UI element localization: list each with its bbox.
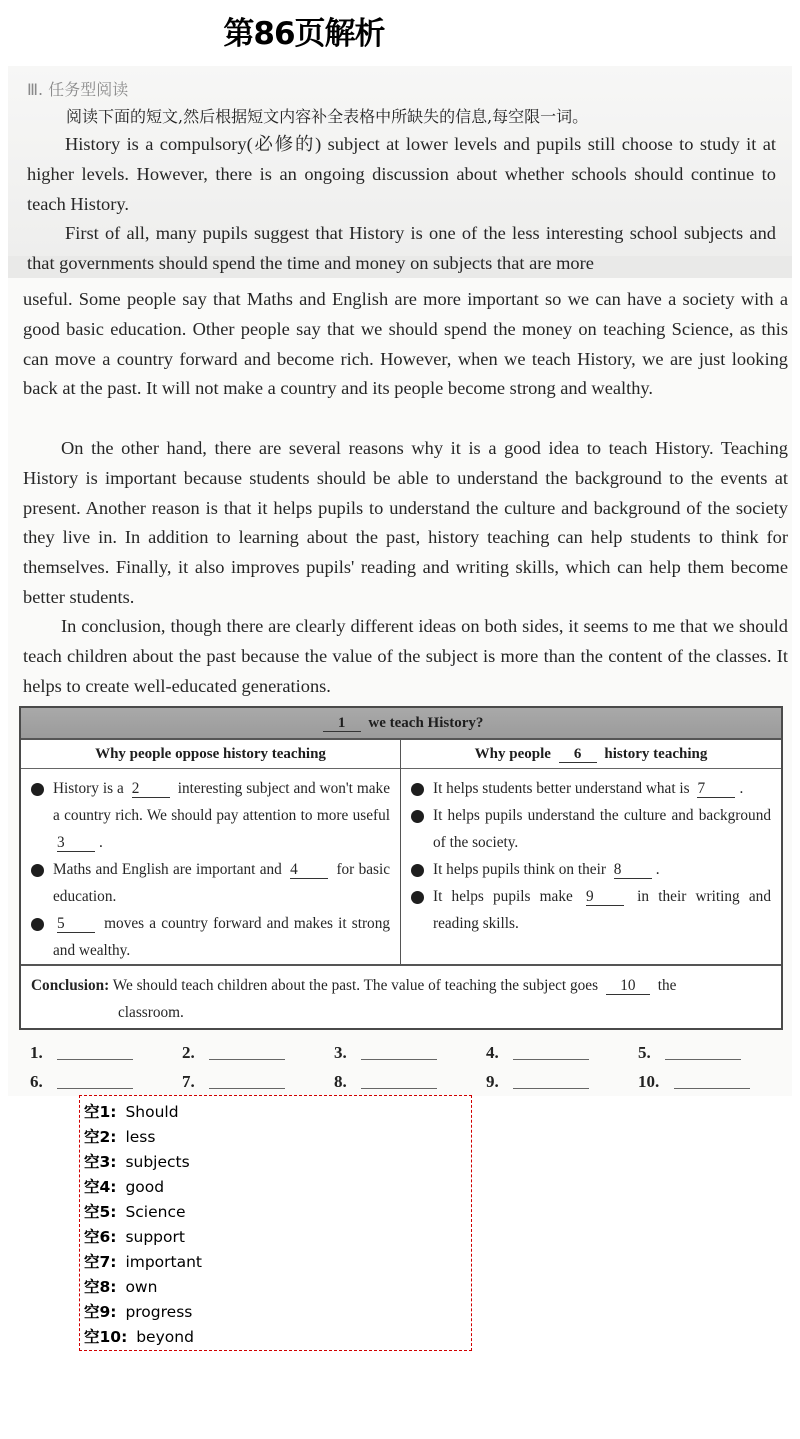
- passage-paragraph-2-continued: useful. Some people say that Maths and English are more important so we can have a society with a good basic education. Other people say that we should spend the money on teaching Science, as this can move a country forward and become rich. However, when we teach History, we are just looking back at the past. It will not make a country and its people become strong and wealthy.: [23, 289, 788, 399]
- bullet-icon: [411, 810, 424, 823]
- blank-9: 9: [586, 889, 624, 906]
- answer-item: 空7: important: [84, 1253, 203, 1271]
- answer-line: [209, 1046, 285, 1060]
- answer-line: [513, 1075, 589, 1089]
- oppose-list: [21, 769, 400, 964]
- passage-paragraph-2: First of all, many pupils suggest that History is one of the less interesting school subjects and that governments should spend the time and money on subjects that are more: [27, 223, 776, 273]
- page-title: 第86页解析: [223, 16, 385, 52]
- oppose-column-header: Why people oppose history teaching: [21, 740, 400, 769]
- passage-paragraph-3: On the other hand, there are several reasons why it is a good idea to teach History. Teaching History is important because students should be able to understand the background to the events at present. Another reason is that it helps pupils to understand the culture and background of the society they live in. In addition to learning about the past, history teaching can help students to think for themselves. Finally, it also improves pupils' reading and writing skills, which can help them become better students.: [23, 438, 788, 607]
- section-heading: Ⅲ. 任务型阅读: [27, 80, 129, 99]
- blank-10: 10: [606, 978, 650, 995]
- bullet-icon: [31, 918, 44, 931]
- blank-2: 2: [132, 781, 170, 798]
- answer-line: [361, 1046, 437, 1060]
- answer-item: 空9: progress: [84, 1303, 193, 1321]
- bullet-icon: [31, 783, 44, 796]
- list-item: It helps pupils think on their 8 .: [411, 856, 771, 883]
- answer-line: [674, 1075, 750, 1089]
- answer-item: 空5: Science: [84, 1203, 186, 1221]
- answer-item: 空2: less: [84, 1128, 156, 1146]
- answer-blanks-row-1: 1. 2. 3. 4. 5.: [30, 1038, 790, 1067]
- conclusion-label: Conclusion:: [31, 977, 110, 994]
- blank-6: 6: [559, 746, 597, 763]
- answer-line: [57, 1046, 133, 1060]
- answer-item: 空1: Should: [84, 1103, 179, 1121]
- answer-blanks-row-2: 6. 7. 8. 9. 10.: [30, 1067, 790, 1096]
- table-title: 1 we teach History?: [21, 708, 781, 740]
- answer-line: [665, 1046, 741, 1060]
- list-item: It helps students better understand what is 7 .: [411, 775, 771, 802]
- answer-item: 空8: own: [84, 1278, 158, 1296]
- passage-paragraph-1: History is a compulsory(必修的) subject at lower levels and pupils still choose to study it at higher levels. However, there is an ongoing discussion about whether schools should continue to teach History.: [27, 134, 776, 214]
- blank-4: 4: [290, 862, 328, 879]
- bullet-icon: [411, 891, 424, 904]
- passage-paragraph-4: In conclusion, though there are clearly different ideas on both sides, it seems to me that we should teach children about the past because the value of the subject is more than the content of the classes. It helps to create well-educated generations.: [23, 616, 788, 696]
- blank-3: 3: [57, 835, 95, 852]
- list-item: 5 moves a country forward and makes it strong and wealthy.: [31, 910, 390, 964]
- answer-item: 空10: beyond: [84, 1328, 194, 1346]
- list-item: Maths and English are important and 4 for basic education.: [31, 856, 390, 910]
- table-conclusion: Conclusion: We should teach children about the past. The value of teaching the subject goes 10 the classroom.: [31, 977, 677, 1021]
- support-list: [401, 769, 781, 937]
- blank-5: 5: [57, 916, 95, 933]
- answer-item: 空6: support: [84, 1228, 185, 1246]
- answer-blanks: [30, 1038, 790, 1096]
- oppose-column: [21, 740, 401, 964]
- bullet-icon: [411, 783, 424, 796]
- bullet-icon: [411, 864, 424, 877]
- answer-line: [209, 1075, 285, 1089]
- list-item: History is a 2 interesting subject and won't make a country rich. We should pay attention to more useful 3 .: [31, 775, 390, 856]
- answer-item: 空4: good: [84, 1178, 165, 1196]
- blank-8: 8: [614, 862, 652, 879]
- support-column-header: Why people 6 history teaching: [401, 740, 781, 769]
- answer-line: [513, 1046, 589, 1060]
- answer-line: [361, 1075, 437, 1089]
- blank-7: 7: [697, 781, 735, 798]
- answer-item: 空3: subjects: [84, 1153, 190, 1171]
- instruction-text: 阅读下面的短文,然后根据短文内容补全表格中所缺失的信息,每空限一词。: [66, 107, 589, 126]
- answer-line: [57, 1075, 133, 1089]
- task-table: [19, 706, 783, 1030]
- blank-1: 1: [323, 715, 361, 732]
- support-column: [401, 740, 781, 964]
- table-columns: [21, 740, 781, 966]
- list-item: It helps pupils understand the culture and background of the society.: [411, 802, 771, 856]
- answer-key-box: [79, 1095, 472, 1351]
- bullet-icon: [31, 864, 44, 877]
- list-item: It helps pupils make 9 in their writing and reading skills.: [411, 883, 771, 937]
